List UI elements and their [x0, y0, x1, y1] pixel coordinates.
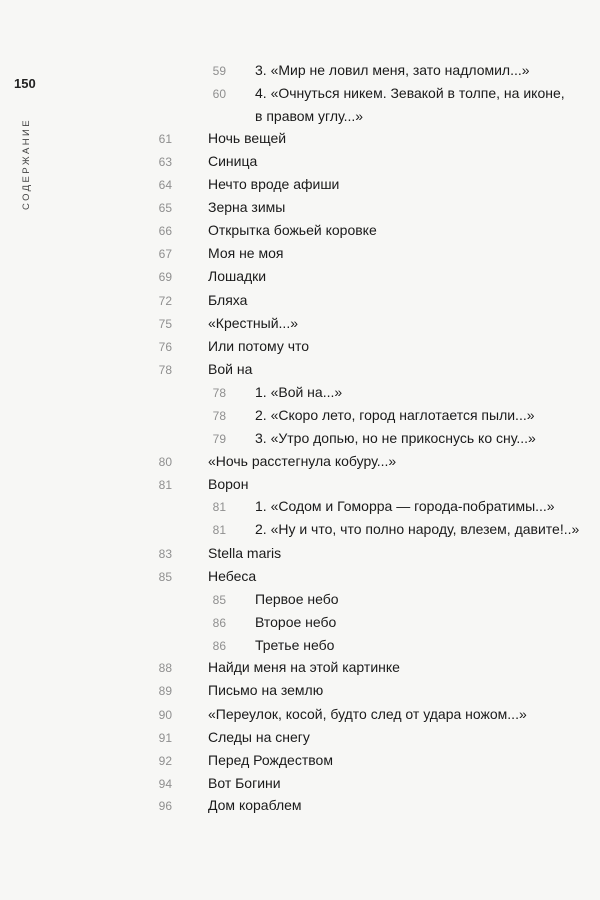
toc-page-number: 61	[158, 132, 172, 146]
toc-title: 3. «Утро допью, но не прикоснусь ко сну...»	[255, 430, 536, 446]
toc-title: Третье небо	[255, 637, 335, 653]
toc-title: 1. «Содом и Гоморра — города-побратимы...»	[255, 498, 555, 514]
toc-title: 2. «Скоро лето, город наглотается пыли...»	[255, 407, 535, 423]
toc-title: Следы на снегу	[208, 729, 310, 745]
toc-title: Зерна зимы	[208, 199, 286, 215]
toc-page-number: 94	[158, 777, 172, 791]
toc-page-number: 81	[158, 478, 172, 492]
toc-title: Небеса	[208, 568, 257, 584]
toc-title: Или потому что	[208, 338, 310, 354]
page-number: 150	[14, 76, 36, 91]
toc-title: Stella maris	[208, 545, 282, 561]
toc-title: Открытка божьей коровке	[208, 222, 377, 238]
toc-title: в правом углу...»	[255, 108, 364, 124]
toc-title: Бляха	[208, 292, 248, 308]
toc-title: Второе небо	[255, 614, 337, 630]
toc-page-number: 85	[158, 570, 172, 584]
toc-title: 3. «Мир не ловил меня, зато надломил...»	[255, 62, 530, 78]
toc-title: «Переулок, косой, будто след от удара ножом...»	[208, 706, 527, 722]
toc-page-number: 64	[158, 178, 172, 192]
toc-page-number: 69	[158, 270, 172, 284]
toc-page-number: 65	[158, 201, 172, 215]
toc-page-number: 76	[158, 340, 172, 354]
toc-title: Вой на	[208, 361, 253, 377]
toc-page-number: 96	[158, 799, 172, 813]
toc-title: Дом кораблем	[208, 797, 302, 813]
toc-title: Перед Рождеством	[208, 752, 333, 768]
toc-title: Ночь вещей	[208, 130, 287, 146]
toc-page-number: 66	[158, 224, 172, 238]
toc-page-number: 89	[158, 684, 172, 698]
toc-title: Лошадки	[208, 268, 267, 284]
toc-page-number: 72	[158, 294, 172, 308]
toc-page-number: 60	[212, 87, 226, 101]
toc-page-number: 86	[212, 639, 226, 653]
toc-title: 1. «Вой на...»	[255, 384, 343, 400]
toc-page-number: 67	[158, 247, 172, 261]
toc-page-number: 81	[212, 523, 226, 537]
toc-title: Найди меня на этой картинке	[208, 659, 400, 675]
toc-page-number: 85	[212, 593, 226, 607]
toc-page-number: 78	[212, 386, 226, 400]
toc-page-number: 88	[158, 661, 172, 675]
toc-title: Моя не моя	[208, 245, 284, 261]
toc-page-number: 90	[158, 708, 172, 722]
toc-title: 4. «Очнуться никем. Зевакой в толпе, на иконе,	[255, 85, 565, 101]
toc-title: Ворон	[208, 476, 249, 492]
toc-page-number: 91	[158, 731, 172, 745]
toc-title: Нечто вроде афиши	[208, 176, 340, 192]
toc-title: 2. «Ну и что, что полно народу, влезем, давите!..»	[255, 521, 580, 537]
toc-page-number: 75	[158, 317, 172, 331]
toc-title: «Крестный...»	[208, 315, 298, 331]
toc-title: «Ночь расстегнула кобуру...»	[208, 453, 397, 469]
toc-page-number: 80	[158, 455, 172, 469]
toc-page-number: 92	[158, 754, 172, 768]
toc-page-number: 78	[212, 409, 226, 423]
toc-page-number: 59	[212, 64, 226, 78]
toc-page-number: 83	[158, 547, 172, 561]
toc-page-number: 78	[158, 363, 172, 377]
toc-page-number: 86	[212, 616, 226, 630]
section-title: СОДЕРЖАНИЕ	[21, 118, 32, 210]
toc-title: Первое небо	[255, 591, 339, 607]
toc-page-number: 63	[158, 155, 172, 169]
toc-page-number: 79	[212, 432, 226, 446]
toc-title: Вот Богини	[208, 775, 281, 791]
toc-title: Письмо на землю	[208, 682, 324, 698]
toc-title: Синица	[208, 153, 258, 169]
toc-page-number: 81	[212, 500, 226, 514]
